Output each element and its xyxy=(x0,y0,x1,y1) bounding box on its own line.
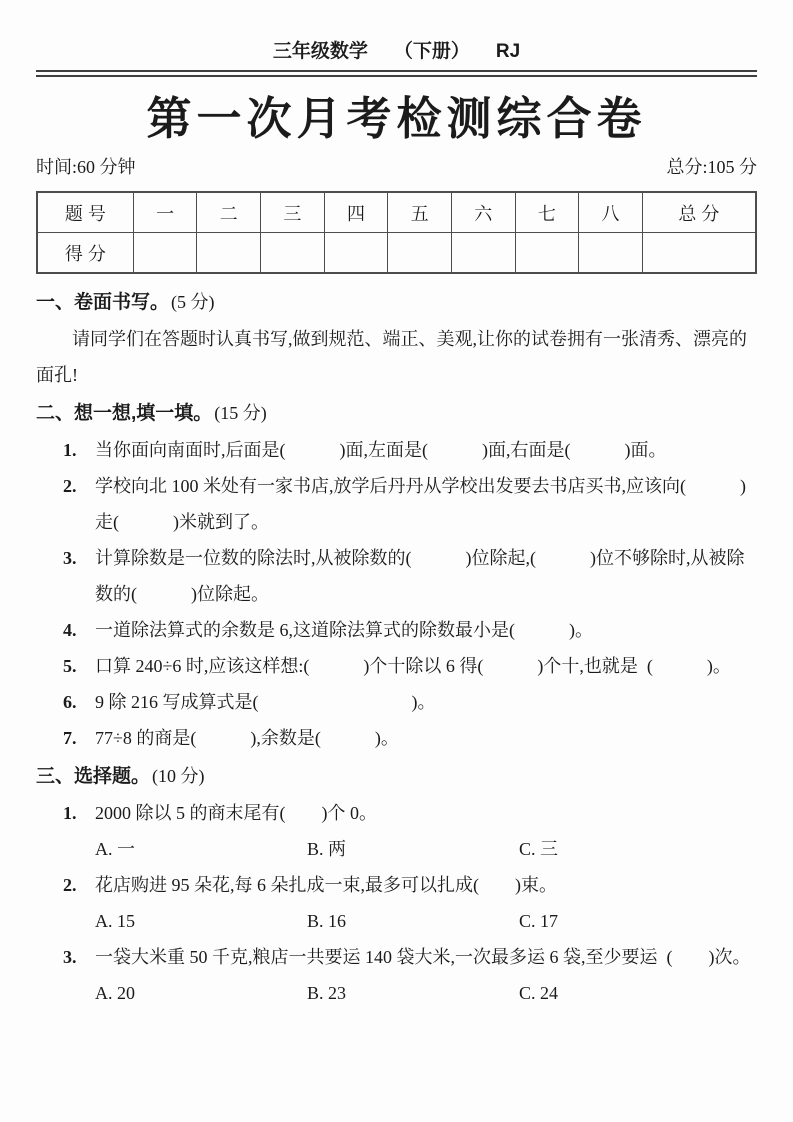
score-table-header-row xyxy=(37,192,756,233)
question-number-header: 题 号 xyxy=(37,192,133,233)
item-number: 4. xyxy=(63,620,77,640)
choice-item-2-options xyxy=(36,903,757,939)
item-text: 2000 除以 5 的商末尾有( )个 0。 xyxy=(95,803,377,823)
section-2-heading-text: 二、想一想,填一填。 xyxy=(36,403,213,424)
item-number: 1. xyxy=(63,803,77,823)
section-2-score: (15 分) xyxy=(214,403,267,423)
time-limit-label: 时间:60 分钟 xyxy=(36,157,136,177)
section-3-heading-text: 三、选择题。 xyxy=(36,766,151,787)
item-number: 1. xyxy=(63,440,77,460)
option-c: C. 24 xyxy=(519,983,559,1003)
item-number: 6. xyxy=(63,692,77,712)
col-header-5: 五 xyxy=(388,192,452,233)
option-c: C. 17 xyxy=(519,911,559,931)
score-cell xyxy=(642,233,756,274)
item-text: 学校向北 100 米处有一家书店,放学后丹丹从学校出发要去书店买书,应该向( )走( )米就到了。 xyxy=(95,476,746,532)
item-number: 3. xyxy=(63,548,77,568)
score-cell xyxy=(133,233,197,274)
choice-item-1 xyxy=(36,795,757,831)
fill-item-6 xyxy=(36,684,757,720)
item-text: 花店购进 95 朵花,每 6 朵扎成一束,最多可以扎成( )束。 xyxy=(95,875,557,895)
section-1-instruction: 请同学们在答题时认真书写,做到规范、端正、美观,让你的试卷拥有一张清秀、漂亮的面孔! xyxy=(36,329,747,385)
option-b: B. 两 xyxy=(307,839,347,859)
item-number: 2. xyxy=(63,476,77,496)
item-text: 一道除法算式的余数是 6,这道除法算式的除数最小是( )。 xyxy=(95,620,593,640)
choice-item-2 xyxy=(36,867,757,903)
col-header-8: 八 xyxy=(579,192,643,233)
fill-item-4 xyxy=(36,612,757,648)
exam-meta xyxy=(36,155,757,179)
section-1-heading-text: 一、卷面书写。 xyxy=(36,292,170,313)
choice-item-1-options xyxy=(36,831,757,867)
score-cell xyxy=(324,233,388,274)
fill-item-1 xyxy=(36,432,757,468)
section-3-score: (10 分) xyxy=(152,766,205,786)
item-text: 口算 240÷6 时,应该这样想:( )个十除以 6 得( )个十,也就是 ( )。 xyxy=(95,656,731,676)
edition-label: RJ xyxy=(495,41,521,62)
fill-item-2 xyxy=(36,468,757,540)
fill-item-5 xyxy=(36,648,757,684)
exam-body xyxy=(36,284,757,1011)
fill-item-7 xyxy=(36,720,757,756)
item-text: 77÷8 的商是( ),余数是( )。 xyxy=(95,728,399,748)
item-text: 一袋大米重 50 千克,粮店一共要运 140 袋大米,一次最多运 6 袋,至少要运 ( )次。 xyxy=(95,947,751,967)
score-row-label: 得 分 xyxy=(37,233,133,274)
option-b: B. 16 xyxy=(307,911,347,931)
col-header-4: 四 xyxy=(324,192,388,233)
score-cell xyxy=(515,233,579,274)
option-b: B. 23 xyxy=(307,983,347,1003)
total-score-header: 总 分 xyxy=(642,192,756,233)
col-header-3: 三 xyxy=(261,192,325,233)
score-table-score-row xyxy=(37,233,756,274)
score-table xyxy=(36,191,757,274)
fill-item-3 xyxy=(36,540,757,612)
score-cell xyxy=(261,233,325,274)
exam-title: 第一次月考检测综合卷 xyxy=(146,93,647,144)
col-header-7: 七 xyxy=(515,192,579,233)
option-a: A. 20 xyxy=(95,983,135,1003)
item-text: 9 除 216 写成算式是( )。 xyxy=(95,692,436,712)
score-cell xyxy=(197,233,261,274)
col-header-1: 一 xyxy=(133,192,197,233)
option-c: C. 三 xyxy=(519,839,559,859)
item-number: 2. xyxy=(63,875,77,895)
total-score-label: 总分:105 分 xyxy=(666,157,757,177)
section-2-heading xyxy=(36,395,757,432)
item-number: 3. xyxy=(63,947,77,967)
choice-item-3-options xyxy=(36,975,757,1011)
item-text: 当你面向南面时,后面是( )面,左面是( )面,右面是( )面。 xyxy=(95,440,667,460)
score-cell xyxy=(451,233,515,274)
item-text: 计算除数是一位数的除法时,从被除数的( )位除起,( )位不够除时,从被除数的( )位除起。 xyxy=(95,548,745,604)
section-1-heading xyxy=(36,284,757,321)
option-a: A. 一 xyxy=(95,839,135,859)
masthead xyxy=(36,0,757,63)
choice-item-3 xyxy=(36,939,757,975)
header-divider xyxy=(36,70,757,77)
item-number: 7. xyxy=(63,728,77,748)
col-header-6: 六 xyxy=(451,192,515,233)
item-number: 5. xyxy=(63,656,77,676)
score-cell xyxy=(579,233,643,274)
score-cell xyxy=(388,233,452,274)
volume-label: （下册） xyxy=(393,41,470,62)
course-name: 三年级数学 xyxy=(272,41,368,62)
section-3-heading xyxy=(36,758,757,795)
col-header-2: 二 xyxy=(197,192,261,233)
option-a: A. 15 xyxy=(95,911,135,931)
section-1-score: (5 分) xyxy=(171,292,215,312)
